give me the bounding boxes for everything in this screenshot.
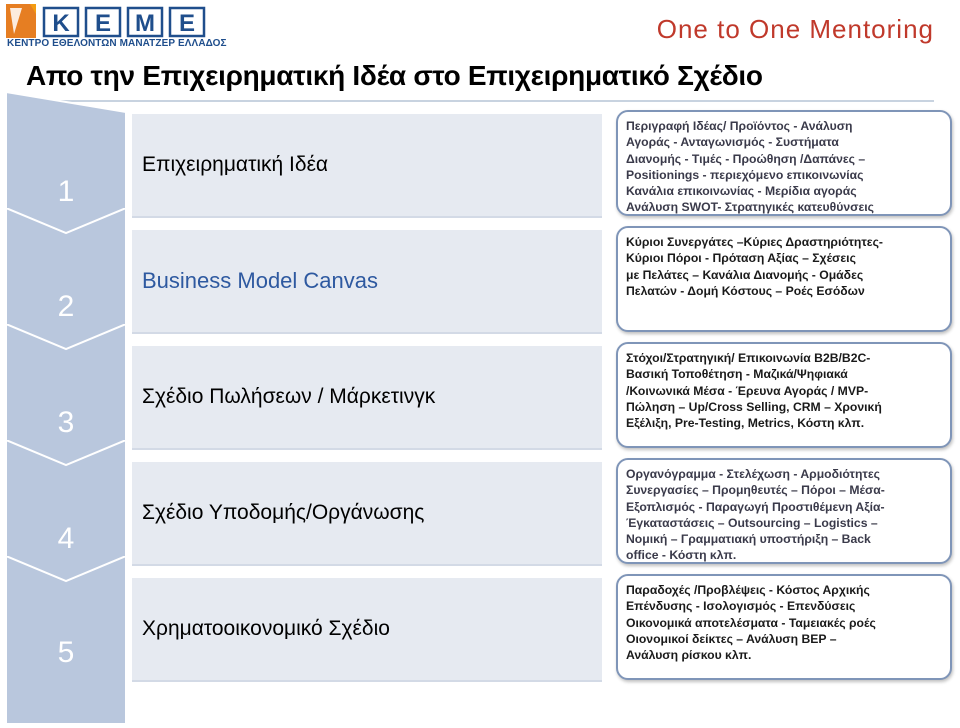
svg-text:Μ: Μ [135,10,155,37]
step-3-title-box [132,346,602,450]
svg-text:Ε: Ε [178,10,196,37]
step-2-line: Πελατών - Δομή Κόστους – Ροές Εσόδων [626,283,865,298]
step-3-line: Βασική Τοποθέτηση - Μαζικά/Ψηφιακά [626,367,848,382]
step-5-line: Ανάλυση ρίσκου κλπ. [626,648,752,663]
step-4-line: Νομική – Γραμματιακή υποστήριξη – Back [626,532,871,547]
step-3-details-box [616,342,952,448]
step-5-line: Επένδυσης - Ισολογισμός - Επενδύσεις [626,599,856,614]
step-1-line: Διανομής - Τιμές - Προώθηση /Δαπάνες – [626,151,866,166]
step-5-line: Οικονομικά αποτελέσματα - Ταμειακές ροές [626,615,876,630]
step-2-number: 2 [57,290,75,323]
page-title: Απο την Επιχειρηματική Ιδέα στο Επιχειρηματικό Σχέδιο [26,60,763,91]
logo-tagline: ΚΕΝΤΡΟ ΕΘΕΛΟΝΤΩΝ ΜΑΝΑΤΖΕΡ ΕΛΛΑΔΟΣ [7,38,227,49]
step-5-line: Παραδοχές /Προβλέψεις - Κόστος Αρχικής [626,583,870,597]
step-4-title-box [132,462,602,566]
svg-text:Κ: Κ [52,10,70,37]
step-1-line: Positionings - περιεχόμενο επικοινωνίας [626,167,864,182]
step-3-number: 3 [57,406,75,439]
program-title: One to One Mentoring [656,14,934,44]
step-1-line: Κανάλια επικοινωνίας - Μερίδια αγοράς [626,184,857,199]
step-5-title: Χρηματοοικονομικό Σχέδιο [142,617,390,640]
step-5-title-box [132,578,602,682]
step-3-line: /Κοινωνικά Μέσα - Έρευνα Αγοράς / MVP- [626,383,869,398]
step-4-line: Εξοπλισμός - Παραγωγή Προστιθέμενη Αξία- [626,499,885,514]
step-1-title-box [132,114,602,218]
svg-text:Ε: Ε [94,10,112,37]
step-2-line: Κύριοι Συνεργάτες –Κύριες Δραστηριότητες- [626,235,883,249]
step-2-line: με Πελάτες – Κανάλια Διανομής - Ομάδες [626,267,864,282]
step-3-line: Πώληση – Up/Cross Selling, CRM – Χρονική [626,399,882,414]
step-4-number: 4 [57,522,75,555]
step-5-details-box [616,574,952,680]
kemel-logo-mark [6,4,216,40]
step-5-line: Οιονομικοί δείκτες – Ανάλυση BEP – [626,631,837,646]
step-2-details-box [616,226,952,332]
step-1-line: Ανάλυση SWOT- Στρατηγικές κατευθύνσεις [626,200,874,215]
step-4-details-box [616,458,952,564]
step-1-details-box [616,110,952,216]
step-5-number: 5 [57,636,75,669]
step-3-line: Εξέλιξη, Pre-Testing, Metrics, Κόστη κλπ. [626,416,865,431]
step-1-number: 1 [57,175,75,208]
step-4-line: office - Κόστη κλπ. [626,548,737,563]
step-4-line: Οργανόγραμμα - Στελέχωση - Αρμοδιότητες [626,467,880,481]
step-2-line: Κύριοι Πόροι - Πρόταση Αξίας – Σχέσεις [626,251,856,266]
step-1-line: Αγοράς - Ανταγωνισμός - Συστήματα [626,135,839,150]
step-1-line: Περιγραφή Ιδέας/ Προϊόντος - Ανάλυση [626,119,853,133]
step-2-title: Business Model Canvas [142,268,379,293]
step-1-title: Επιχειρηματική Ιδέα [142,153,329,176]
step-4-title: Σχέδιο Υποδομής/Οργάνωσης [142,501,425,524]
step-3-line: Στόχοι/Στρατηγική/ Επικοινωνία B2B/B2C- [626,351,871,365]
step-4-line: Συνεργασίες – Προμηθευτές – Πόροι – Μέσα- [626,483,885,498]
step-2-title-box [132,230,602,334]
step-4-line: Έγκαταστάσεις – Outsourcing – Logistics – [626,515,878,530]
title-divider [26,100,934,102]
step-3-title: Σχέδιο Πωλήσεων / Μάρκετινγκ [142,385,436,408]
